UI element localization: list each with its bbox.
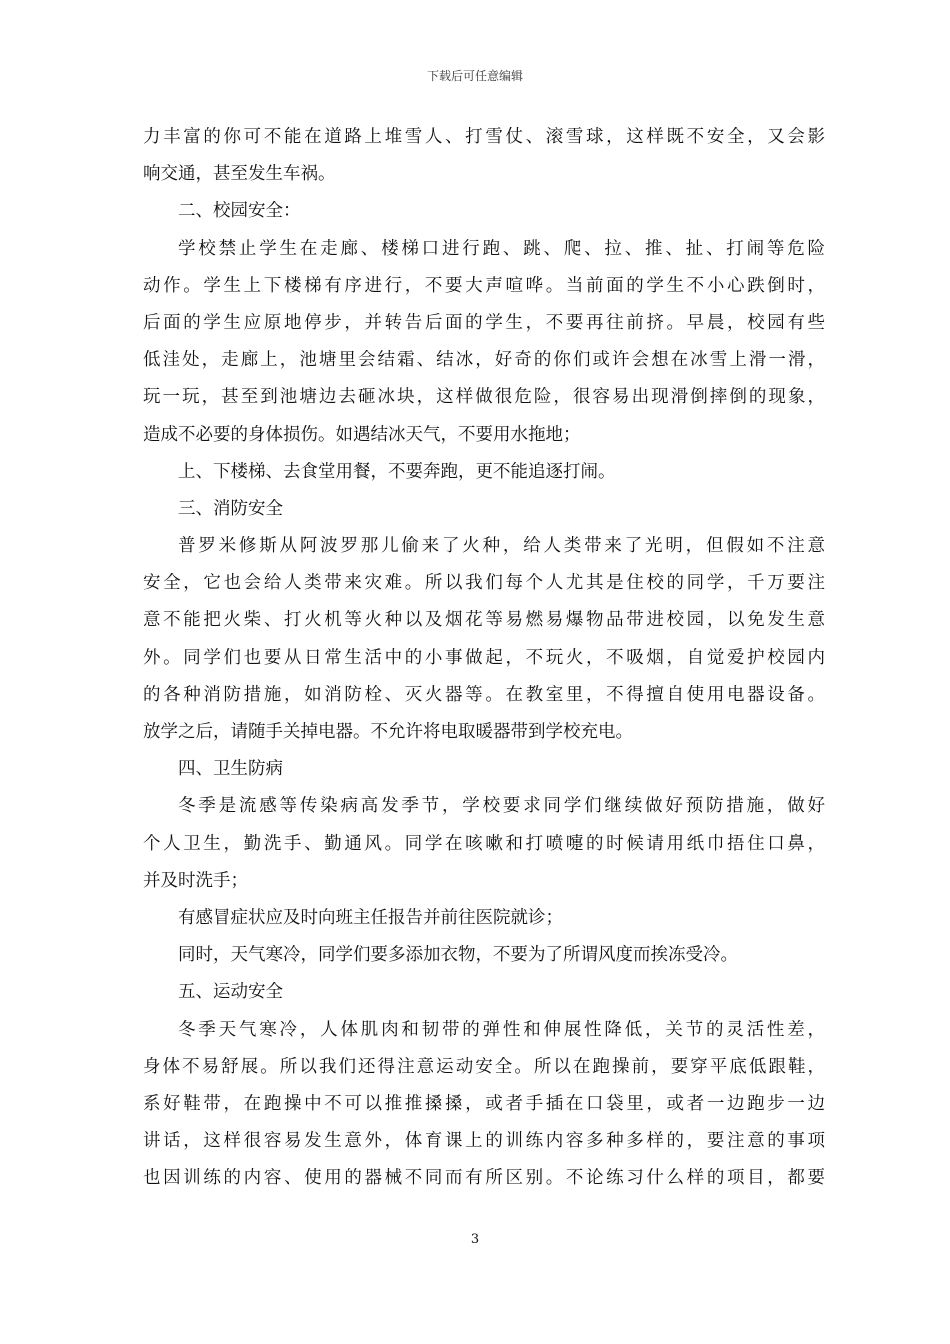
text-line: 安全，它也会给人类带来灾难。所以我们每个人尤其是住校的同学，千万要注 (143, 573, 825, 594)
text-line: 上、下楼梯、去食堂用餐，不要奔跑，更不能追逐打闹。 (178, 461, 616, 482)
section-heading: 三、消防安全 (178, 498, 283, 519)
text-line: 的各种消防措施，如消防栓、灭火器等。在教室里，不得擅自使用电器设备。 (143, 684, 825, 705)
text-line: 有感冒症状应及时向班主任报告并前往医院就诊； (178, 907, 563, 928)
text-line: 也因训练的内容、使用的器械不同而有所区别。不论练习什么样的项目，都要 (143, 1168, 825, 1189)
text-line: 响交通，甚至发生车祸。 (143, 164, 336, 185)
text-line: 造成不必要的身体损伤。如遇结冰天气，不要用水拖地； (143, 424, 581, 445)
text-line: 放学之后，请随手关掉电器。不允许将电取暖器带到学校充电。 (143, 722, 633, 742)
section-heading: 四、卫生防病 (178, 759, 283, 780)
text-line: 同时，天气寒冷，同学们要多添加衣物，不要为了所谓风度而挨冻受冷。 (178, 945, 738, 966)
page-number: 3 (470, 1232, 480, 1247)
text-line: 低洼处，走廊上，池塘里会结霜、结冰，好奇的你们或许会想在冰雪上滑一滑， (143, 350, 825, 371)
text-line: 外。同学们也要从日常生活中的小事做起，不玩火，不吸烟，自觉爱护校园内 (143, 647, 825, 668)
text-line: 普罗米修斯从阿波罗那儿偷来了火种，给人类带来了光明，但假如不注意 (178, 536, 825, 557)
text-line: 并及时洗手； (143, 870, 248, 891)
text-line: 冬季天气寒冷，人体肌肉和韧带的弹性和伸展性降低，关节的灵活性差， (178, 1019, 825, 1040)
text-line: 动作。学生上下楼梯有序进行，不要大声喧哗。当前面的学生不小心跌倒时， (143, 275, 825, 296)
text-line: 身体不易舒展。所以我们还得注意运动安全。所以在跑操前，要穿平底低跟鞋， (143, 1056, 825, 1077)
text-line: 系好鞋带，在跑操中不可以推推搡搡，或者手插在口袋里，或者一边跑步一边 (143, 1093, 825, 1114)
text-line: 冬季是流感等传染病高发季节，学校要求同学们继续做好预防措施，做好 (178, 796, 825, 817)
text-line: 学校禁止学生在走廊、楼梯口进行跑、跳、爬、拉、推、扯、打闹等危险 (178, 238, 825, 259)
text-line: 后面的学生应原地停步，并转告后面的学生，不要再往前挤。早晨，校园有些 (143, 312, 825, 333)
text-line: 力丰富的你可不能在道路上堆雪人、打雪仗、滚雪球，这样既不安全，又会影 (143, 127, 825, 147)
document-body (143, 119, 825, 1197)
text-line: 个人卫生，勤洗手、勤通风。同学在咳嗽和打喷嚏的时候请用纸巾捂住口鼻， (143, 833, 825, 854)
text-line: 玩一玩，甚至到池塘边去砸冰块，这样做很危险，很容易出现滑倒摔倒的现象， (143, 387, 825, 408)
page-header: 下载后可任意编辑 (426, 69, 523, 83)
text-line: 讲话，这样很容易发生意外，体育课上的训练内容多种多样的，要注意的事项 (143, 1131, 825, 1152)
text-line: 意不能把火柴、打火机等火种以及烟花等易燃易爆物品带进校园，以免发生意 (143, 610, 825, 631)
section-heading: 五、运动安全 (178, 982, 283, 1003)
section-heading: 二、校园安全： (178, 201, 301, 222)
